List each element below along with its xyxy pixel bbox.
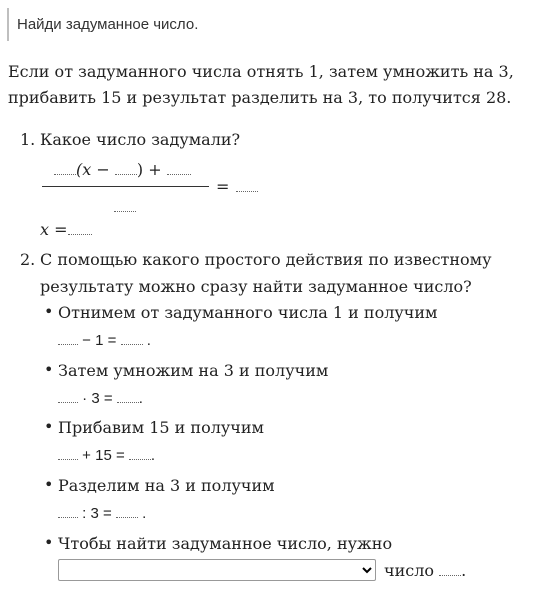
step1-input-b[interactable] — [121, 331, 143, 345]
q1-number: 1. — [20, 130, 36, 149]
step4-input-b[interactable] — [116, 504, 138, 518]
step4-op: : 3 = — [82, 505, 112, 522]
x-answer — [68, 219, 92, 241]
step4-input-a[interactable] — [58, 504, 78, 518]
task-title: Найди задуманное число. — [17, 16, 199, 33]
step2-equation — [58, 388, 143, 410]
step3-input-a[interactable] — [58, 446, 78, 460]
step2-input-a[interactable] — [58, 389, 78, 403]
task-header — [7, 8, 198, 41]
fraction-result — [236, 176, 258, 198]
q2-number: 2. — [20, 250, 36, 269]
operation-select[interactable] — [58, 559, 376, 581]
problem-statement: Если от задуманного числа отнять 1, затем умножить на 3, прибавить 15 и результат разделить на 3, то получится 28. — [8, 62, 514, 107]
fraction-numerator — [54, 159, 191, 181]
step5-after-text: число — [384, 561, 434, 580]
bullet-marker: • — [44, 475, 54, 494]
numerator-plus: ) + — [136, 160, 162, 179]
step2-input-b[interactable] — [117, 389, 139, 403]
step1-op: − 1 = — [82, 332, 117, 349]
step3-op: + 15 = — [82, 447, 125, 464]
numerator-coef-input[interactable] — [54, 161, 76, 175]
x-input[interactable] — [68, 221, 92, 235]
numerator-x: (x − — [76, 160, 110, 179]
step5-end: . — [461, 561, 467, 580]
bullet-marker: • — [44, 360, 54, 379]
equals-sign: = — [216, 177, 230, 196]
x-label: x = — [40, 220, 68, 239]
denominator-input[interactable] — [114, 198, 136, 212]
q2-prompt-line2: результату можно сразу найти задуманное число? — [40, 277, 472, 296]
fraction-line — [42, 186, 209, 187]
step2-end: . — [138, 390, 143, 407]
step4-text: Разделим на 3 и получим — [58, 476, 275, 495]
step5-input[interactable] — [439, 562, 461, 576]
step5-tail — [384, 560, 466, 582]
step1-end: . — [146, 332, 151, 349]
step5-text: Чтобы найти задуманное число, нужно — [58, 534, 393, 553]
step4-equation — [58, 503, 146, 525]
bullet-marker: • — [44, 417, 54, 436]
numerator-add-input[interactable] — [167, 161, 191, 175]
step1-text: Отнимем от задуманного числа 1 и получим — [58, 303, 438, 322]
numerator-sub-input[interactable] — [115, 161, 137, 175]
bullet-marker: • — [44, 533, 54, 552]
step1-input-a[interactable] — [58, 331, 78, 345]
step3-end: . — [150, 447, 156, 464]
bullet-marker: • — [44, 302, 54, 321]
step4-end: . — [142, 505, 147, 522]
step3-text: Прибавим 15 и получим — [58, 418, 264, 437]
step2-op: · 3 = — [82, 390, 113, 407]
fraction-denominator — [114, 196, 136, 218]
q2-prompt-line1: С помощью какого простого действия по известному — [40, 250, 492, 269]
q1-prompt: Какое число задумали? — [40, 130, 241, 149]
step3-input-b[interactable] — [129, 446, 151, 460]
step3-equation — [58, 445, 155, 467]
result-input[interactable] — [236, 178, 258, 192]
step2-text: Затем умножим на 3 и получим — [58, 361, 329, 380]
step1-equation — [58, 330, 151, 352]
